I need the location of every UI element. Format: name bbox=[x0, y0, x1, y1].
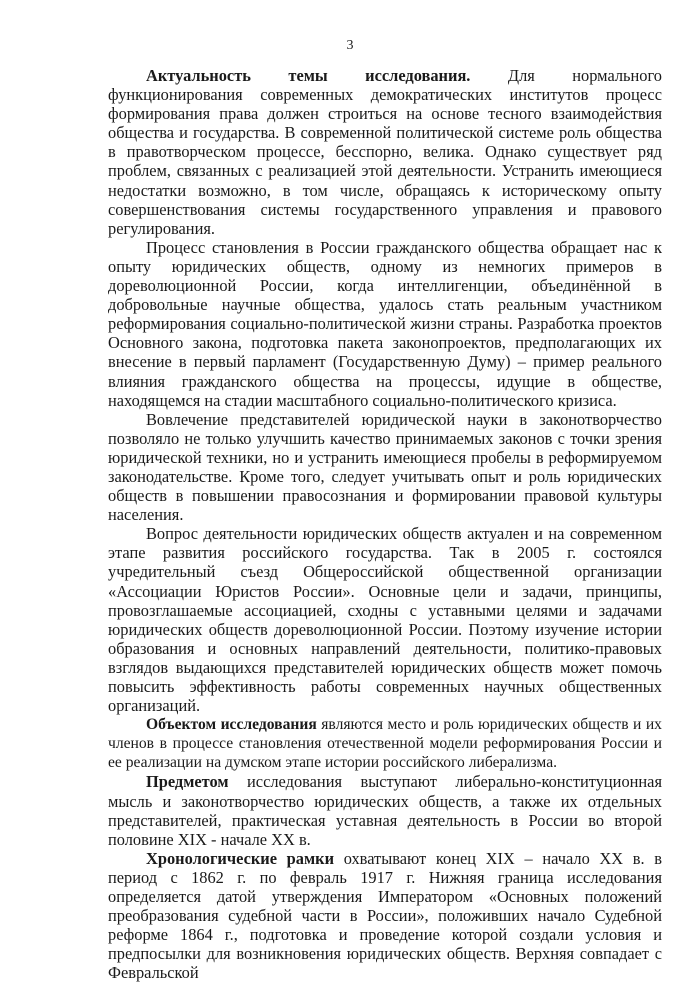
paragraph-heading: Актуальность темы исследования. bbox=[146, 66, 471, 85]
page-number: 3 bbox=[346, 38, 354, 53]
paragraph-text: исследования выступают либерально-конституционная мысль и законотворчество юридических обществ, а также их отдельных представителей, практическая уставная деятельность в России во второй половине XIX - начале XX в. bbox=[108, 772, 662, 849]
paragraph-object bbox=[108, 715, 662, 772]
paragraph-relevance bbox=[108, 66, 662, 238]
paragraph-text: Вовлечение представителей юридической науки в законотворчество позволяло не только улучшить качество принимаемых законов с точки зрения юридической техники, но и устранить имеющиеся пробелы в реформируемом законодательстве. Кроме того, следует учитывать опыт и роль юридических обществ в повышении правосознания и формировании правовой культуры населения. bbox=[108, 409, 662, 525]
paragraph-modern-relevance bbox=[108, 524, 662, 715]
paragraph-heading: Предметом bbox=[146, 772, 229, 792]
paragraph-civil-society bbox=[108, 238, 662, 410]
paragraph-text: Вопрос деятельности юридических обществ актуален и на современном этапе развития российского государства. Так в 2005 г. состоялся учредительный съезд Общероссийской общественной организации «Ассоциации Юристов России». Основные цели и задачи, принципы, провозглашаемые ассоциацией, сходны с уставными целями и задачами юридических обществ дореволюционной России. Поэтому изучение истории образования и основных направлений деятельности, политико-правовых взглядов выдающихся представителей юридических обществ может помочь повысить эффективность работы современных научных общественных организаций. bbox=[108, 524, 662, 716]
paragraph-text: Процесс становления в России гражданского общества обращает нас к опыту юридических обществ, одному из немногих примеров в дореволюционной России, когда интеллигенции, объединённой в добровольные научные общества, удалось стать реальным участником реформирования социально-политической жизни страны. Разработка проектов Основного закона, подготовка пакета законопроектов, предполагающих их внесение в первый парламент (Государственную Думу) – пример реального влияния гражданского общества на процессы, идущие в обществе, находящемся на стадии масштабного социально-политического кризиса. bbox=[108, 237, 662, 410]
body-text bbox=[108, 66, 662, 983]
paragraph-heading: Объектом исследования bbox=[146, 716, 317, 734]
paragraph-chronology bbox=[108, 849, 662, 983]
paragraph-subject bbox=[108, 772, 662, 848]
paragraph-heading: Хронологические рамки bbox=[146, 848, 335, 868]
paragraph-text: Для нормального функционирования современных демократических институтов процесс формирования права должен строиться на основе тесного взаимодействия общества и государства. В современной политической системе роль общества в правотворческом процессе, бесспорно, велика. Однако существует ряд проблем, связанных с реализацией этой деятельности. Устранить имеющиеся недостатки возможно, в том числе, обращаясь к историческому опыту совершенствования системы государственного управления и правового регулирования. bbox=[108, 66, 662, 238]
paragraph-legal-science bbox=[108, 410, 662, 525]
paragraph-text: охватывают конец XIX – начало XX в. в период с 1862 г. по февраль 1917 г. Нижняя граница исследования определяется датой утверждения Императором «Основных положений преобразования судебной части в России», положивших начало Судебной реформе 1864 г., подготовка и проведение которой создали условия и предпосылки для возникновения юридических обществ. Верхняя совпадает с Февральской bbox=[108, 848, 662, 983]
paragraph-text: являются место и роль юридических обществ и их членов в процессе становления отечественной модели реформирования России и ее реализации на думском этапе истории российского либерализма. bbox=[108, 716, 662, 772]
